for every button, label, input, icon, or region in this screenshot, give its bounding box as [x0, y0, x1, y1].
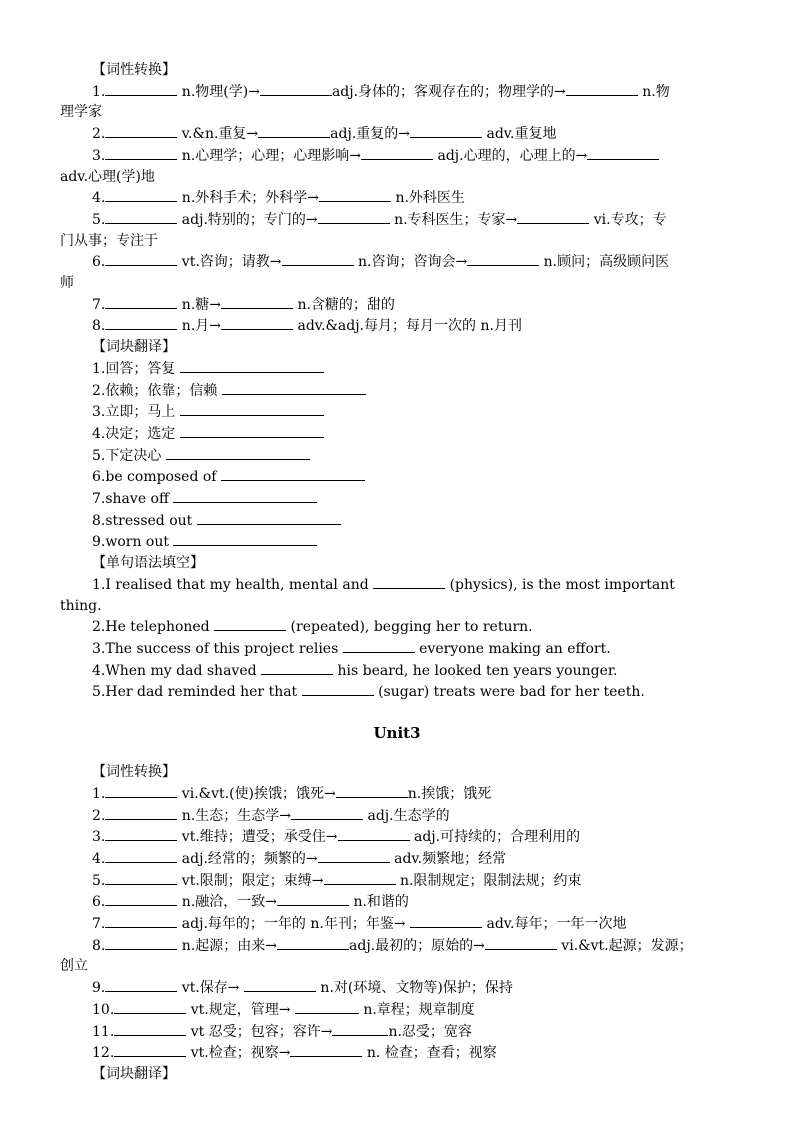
answer-blank[interactable]	[410, 913, 482, 928]
answer-blank[interactable]	[517, 209, 589, 224]
answer-blank[interactable]	[485, 935, 557, 950]
grammar-item-2: 2.He telephoned (repeated), begging her to return.	[60, 616, 734, 638]
item-9: 9. vt.保存→ n.对(环境、文物等)保护；保持	[60, 977, 734, 999]
answer-blank[interactable]	[180, 401, 324, 416]
answer-blank[interactable]	[260, 81, 332, 96]
grammar-item-3: 3.The success of this project relies everyone making an effort.	[60, 638, 734, 660]
answer-blank[interactable]	[324, 870, 396, 885]
answer-blank[interactable]	[295, 999, 359, 1014]
answer-blank[interactable]	[318, 848, 390, 863]
item-6-continued: 师	[60, 275, 74, 292]
item-10: 10. vt.规定，管理→ n.章程；规章制度	[60, 999, 734, 1021]
answer-blank[interactable]	[105, 81, 177, 96]
answer-blank[interactable]	[291, 805, 363, 820]
section-heading-chunk-translation: 【词块翻译】	[92, 339, 176, 356]
worksheet-page	[60, 60, 734, 1085]
item-1: 1. vi.&vt.(使)挨饿；饿死→ n.挨饿；饿死	[60, 783, 734, 805]
answer-blank[interactable]	[221, 466, 365, 481]
section-heading-word-conversion: 【词性转换】	[92, 62, 176, 78]
answer-blank[interactable]	[105, 294, 177, 309]
answer-blank[interactable]	[244, 977, 316, 992]
answer-blank[interactable]	[373, 574, 445, 589]
answer-blank[interactable]	[410, 123, 482, 138]
answer-blank[interactable]	[332, 1021, 388, 1036]
item-7: 7. adj.每年的；一年的 n.年刊；年鉴→ adv.每年；一年一次地	[60, 913, 734, 935]
answer-blank[interactable]	[114, 1042, 186, 1057]
answer-blank[interactable]	[277, 891, 349, 906]
answer-blank[interactable]	[221, 294, 293, 309]
answer-blank[interactable]	[105, 315, 177, 330]
item-5: 5. adj.特别的；专门的→ n.专科医生；专家→ vi.专攻；专	[60, 209, 734, 231]
answer-blank[interactable]	[180, 358, 324, 373]
chunk-item: 8.stressed out	[60, 510, 734, 532]
answer-blank[interactable]	[114, 999, 186, 1014]
answer-blank[interactable]	[105, 251, 177, 266]
grammar-item-1-continued: thing.	[60, 597, 102, 614]
section-heading-word-conversion: 【词性转换】	[92, 764, 176, 781]
answer-blank[interactable]	[302, 681, 374, 696]
answer-blank[interactable]	[105, 935, 177, 950]
item-6: 6. vt.咨询；请教→ n.咨询；咨询会→ n.顾问；高级顾问医	[60, 251, 734, 273]
answer-blank[interactable]	[467, 251, 539, 266]
answer-blank[interactable]	[105, 209, 177, 224]
answer-blank[interactable]	[222, 380, 366, 395]
item-1: 1. n.物理(学)→ adj.身体的；客观存在的；物理学的→ n.物	[60, 81, 734, 103]
chunk-item: 7.shave off	[60, 488, 734, 510]
answer-blank[interactable]	[105, 145, 177, 160]
answer-blank[interactable]	[105, 783, 177, 798]
chunk-item: 3.立即；马上	[60, 401, 734, 423]
answer-blank[interactable]	[105, 826, 177, 841]
chunk-item: 9.worn out	[60, 531, 734, 553]
answer-blank[interactable]	[105, 913, 177, 928]
answer-blank[interactable]	[173, 488, 317, 503]
chunk-item: 6.be composed of	[60, 466, 734, 488]
answer-blank[interactable]	[197, 510, 341, 525]
item-2: 2. v.&n.重复→ adj.重复的→ adv.重复地	[60, 123, 734, 145]
item-5-continued: 门从事；专注于	[60, 232, 158, 249]
answer-blank[interactable]	[336, 783, 408, 798]
item-8-continued: 创立	[60, 958, 88, 975]
answer-blank[interactable]	[361, 145, 433, 160]
item-5: 5. vt.限制；限定；束缚→ n.限制规定；限制法规；约束	[60, 870, 734, 892]
answer-blank[interactable]	[105, 805, 177, 820]
answer-blank[interactable]	[338, 826, 410, 841]
answer-blank[interactable]	[343, 638, 415, 653]
answer-blank[interactable]	[318, 209, 390, 224]
unit-title: Unit3	[373, 724, 421, 743]
answer-blank[interactable]	[173, 531, 317, 546]
answer-blank[interactable]	[587, 145, 659, 160]
section-heading-chunk-translation: 【词块翻译】	[92, 1065, 176, 1082]
answer-blank[interactable]	[105, 123, 177, 138]
item-8: 8. n.月→ adv.&adj.每月；每月一次的 n.月刊	[60, 315, 734, 337]
item-1-continued: 理学家	[60, 104, 102, 121]
answer-blank[interactable]	[105, 187, 177, 202]
item-7: 7. n.糖→ n.含糖的；甜的	[60, 294, 734, 316]
answer-blank[interactable]	[221, 315, 293, 330]
chunk-item: 2.依赖；依靠；信赖	[60, 380, 734, 402]
section-heading-grammar-fill: 【单句语法填空】	[92, 555, 204, 572]
item-2: 2. n.生态；生态学→ adj.生态学的	[60, 805, 734, 827]
answer-blank[interactable]	[166, 445, 310, 460]
grammar-item-4: 4.When my dad shaved his beard, he looked ten years younger.	[60, 660, 734, 682]
answer-blank[interactable]	[261, 660, 333, 675]
answer-blank[interactable]	[290, 1042, 362, 1057]
item-12: 12. vt.检查；视察→ n. 检查；查看；视察	[60, 1042, 734, 1064]
item-4: 4. adj.经常的；频繁的→ adv.频繁地；经常	[60, 848, 734, 870]
answer-blank[interactable]	[258, 123, 330, 138]
answer-blank[interactable]	[105, 870, 177, 885]
answer-blank[interactable]	[319, 187, 391, 202]
answer-blank[interactable]	[114, 1021, 186, 1036]
item-4: 4. n.外科手术；外科学→ n.外科医生	[60, 187, 734, 209]
answer-blank[interactable]	[105, 891, 177, 906]
answer-blank[interactable]	[214, 616, 286, 631]
answer-blank[interactable]	[180, 423, 324, 438]
chunk-item: 5.下定决心	[60, 445, 734, 467]
item-3: 3. n.心理学；心理；心理影响→ adj.心理的，心理上的→	[60, 145, 734, 167]
item-6: 6. n.融洽，一致→ n.和谐的	[60, 891, 734, 913]
answer-blank[interactable]	[105, 848, 177, 863]
chunk-item: 1.回答；答复	[60, 358, 734, 380]
item-3: 3. vt.维持；遭受；承受住→ adj.可持续的；合理利用的	[60, 826, 734, 848]
answer-blank[interactable]	[277, 935, 349, 950]
answer-blank[interactable]	[566, 81, 638, 96]
grammar-item-1: 1.I realised that my health, mental and (physics), is the most important	[60, 574, 734, 596]
answer-blank[interactable]	[282, 251, 354, 266]
item-3-continued: adv.心理(学)地	[60, 168, 155, 185]
answer-blank[interactable]	[105, 977, 177, 992]
grammar-item-5: 5.Her dad reminded her that (sugar) treats were bad for her teeth.	[60, 681, 734, 703]
chunk-item: 4.决定；选定	[60, 423, 734, 445]
item-11: 11. vt 忍受；包容；容许→ n.忍受；宽容	[60, 1021, 734, 1043]
item-8: 8. n.起源；由来→ adj.最初的；原始的→ vi.&vt.起源；发源；	[60, 935, 734, 957]
